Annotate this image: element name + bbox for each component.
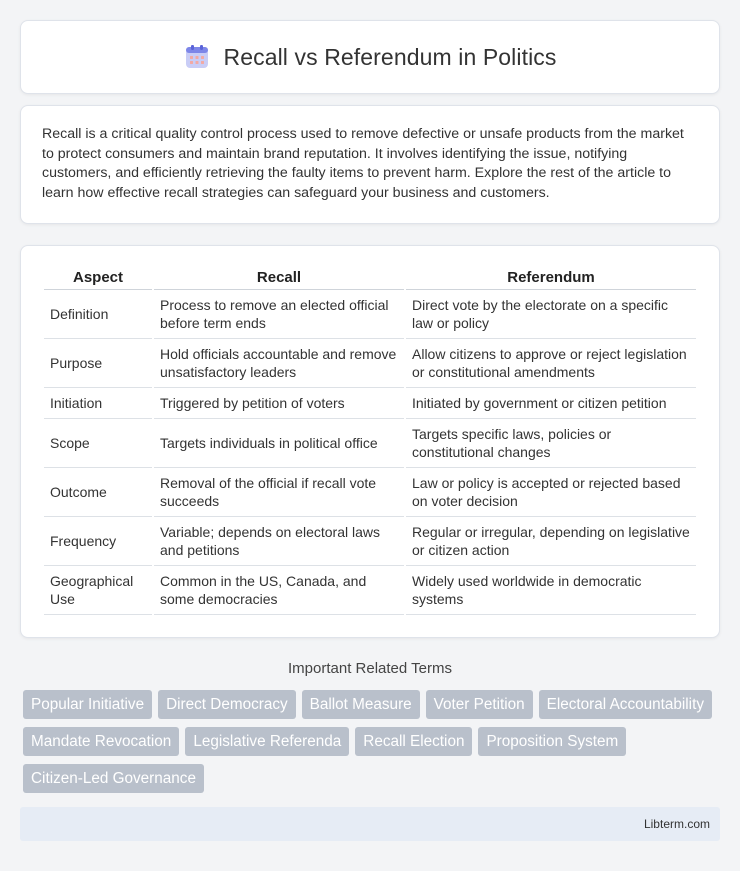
related-term-tag[interactable]: Direct Democracy bbox=[158, 690, 296, 719]
related-term-tag[interactable]: Electoral Accountability bbox=[539, 690, 712, 719]
table-cell-recall: Common in the US, Canada, and some democracies bbox=[154, 566, 404, 615]
table-cell-aspect: Outcome bbox=[44, 468, 152, 517]
table-cell-aspect: Initiation bbox=[44, 388, 152, 419]
comparison-table bbox=[42, 266, 698, 615]
related-terms-heading: Important Related Terms bbox=[288, 660, 452, 677]
footer bbox=[20, 807, 720, 841]
related-term-tag[interactable]: Ballot Measure bbox=[302, 690, 420, 719]
table-cell-aspect: Purpose bbox=[44, 339, 152, 388]
related-term-tag[interactable]: Citizen-Led Governance bbox=[23, 764, 204, 793]
table-cell-recall: Triggered by petition of voters bbox=[154, 388, 404, 419]
table-cell-recall: Targets individuals in political office bbox=[154, 419, 404, 468]
intro-card bbox=[20, 105, 720, 224]
column-header-referendum: Referendum bbox=[406, 266, 696, 290]
table-header-row bbox=[44, 266, 696, 290]
table-cell-aspect: Definition bbox=[44, 290, 152, 339]
intro-text: Recall is a critical quality control process used to remove defective or unsafe products from the market to protect consumers and maintain brand reputation. It involves identifying the issue, notifying customers, and efficiently retrieving the faulty items to prevent harm. Explore the rest of the article to learn how effective recall strategies can safeguard your business and customers. bbox=[42, 126, 684, 201]
column-header-aspect: Aspect bbox=[44, 266, 152, 290]
table-cell-aspect: Scope bbox=[44, 419, 152, 468]
related-term-tag[interactable]: Recall Election bbox=[355, 727, 472, 756]
table-cell-referendum: Allow citizens to approve or reject legislation or constitutional amendments bbox=[406, 339, 696, 388]
table-cell-recall: Removal of the official if recall vote succeeds bbox=[154, 468, 404, 517]
calendar-icon bbox=[184, 44, 210, 70]
related-term-tag[interactable]: Proposition System bbox=[478, 727, 626, 756]
table-row bbox=[44, 419, 696, 468]
table-row bbox=[44, 566, 696, 615]
table-cell-recall: Hold officials accountable and remove unsatisfactory leaders bbox=[154, 339, 404, 388]
table-cell-referendum: Direct vote by the electorate on a specific law or policy bbox=[406, 290, 696, 339]
related-term-tag[interactable]: Voter Petition bbox=[426, 690, 533, 719]
table-cell-recall: Variable; depends on electoral laws and petitions bbox=[154, 517, 404, 566]
comparison-card bbox=[20, 245, 720, 638]
table-cell-referendum: Regular or irregular, depending on legislative or citizen action bbox=[406, 517, 696, 566]
related-terms-list bbox=[20, 690, 720, 793]
table-cell-referendum: Targets specific laws, policies or constitutional changes bbox=[406, 419, 696, 468]
table-cell-referendum: Widely used worldwide in democratic systems bbox=[406, 566, 696, 615]
table-row bbox=[44, 517, 696, 566]
related-term-tag[interactable]: Mandate Revocation bbox=[23, 727, 179, 756]
footer-brand-link[interactable]: Libterm.com bbox=[643, 817, 710, 831]
table-cell-recall: Process to remove an elected official before term ends bbox=[154, 290, 404, 339]
page-title: Recall vs Referendum in Politics bbox=[223, 43, 557, 70]
table-row bbox=[44, 388, 696, 419]
related-term-tag[interactable]: Legislative Referenda bbox=[185, 727, 349, 756]
table-row bbox=[44, 468, 696, 517]
related-term-tag[interactable]: Popular Initiative bbox=[23, 690, 152, 719]
column-header-recall: Recall bbox=[154, 266, 404, 290]
table-row bbox=[44, 339, 696, 388]
table-cell-aspect: Geographical Use bbox=[44, 566, 152, 615]
header-card bbox=[20, 20, 720, 94]
table-cell-referendum: Initiated by government or citizen petition bbox=[406, 388, 696, 419]
table-cell-referendum: Law or policy is accepted or rejected based on voter decision bbox=[406, 468, 696, 517]
table-row bbox=[44, 290, 696, 339]
table-cell-aspect: Frequency bbox=[44, 517, 152, 566]
